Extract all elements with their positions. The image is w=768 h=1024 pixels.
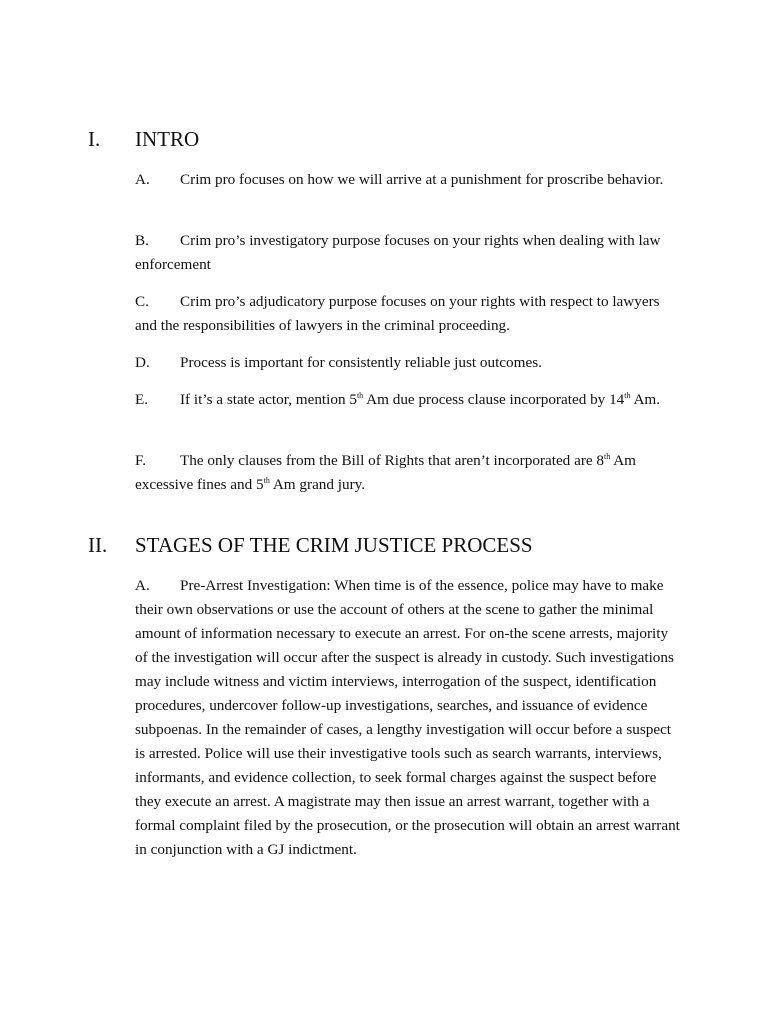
section-title: INTRO: [135, 127, 200, 151]
section-heading-stages: [88, 532, 708, 558]
item-letter: B.: [135, 232, 149, 249]
item-text: If it’s a state actor, mention 5: [180, 391, 357, 408]
item-text: Crim pro’s investigatory purpose focuses on your rights when dealing with law enforcement: [135, 232, 661, 273]
ordinal-suffix: th: [263, 476, 270, 485]
item-text: Crim pro’s adjudicatory purpose focuses on your rights with respect to lawyers and the responsibilities of lawyers in the criminal proceeding.: [135, 293, 660, 334]
list-item: [135, 229, 681, 277]
item-letter: D.: [135, 354, 150, 371]
section-heading-intro: [88, 126, 708, 152]
item-text: The only clauses from the Bill of Rights that aren’t incorporated are 8: [180, 452, 605, 469]
section-number: I.: [88, 127, 101, 151]
item-letter: E.: [135, 391, 149, 408]
ordinal-suffix: th: [624, 391, 631, 400]
ordinal-suffix: th: [604, 452, 611, 461]
item-text: Am grand jury.: [269, 476, 366, 493]
item-letter: A.: [135, 171, 150, 188]
list-item: [135, 388, 681, 412]
item-text: Crim pro focuses on how we will arrive at a punishment for proscribe behavior.: [180, 171, 664, 188]
list-item: [135, 574, 681, 862]
item-letter: C.: [135, 293, 149, 310]
ordinal-suffix: th: [356, 391, 364, 400]
item-text: Am.: [630, 391, 661, 408]
item-text: Pre-Arrest Investigation: When time is of the essence, police may have to make their own observations or use the account of others at the scene to gather the minimal amount of information necessary to execute an arrest. For on-the scene arrests, majority of the investigation will occur after the suspect is already in custody. Such investigations may include witness and victim interviews, interrogation of the suspect, identification procedures, undercover follow-up investigations, searches, and issuance of evidence subpoenas. In the remainder of cases, a lengthy investigation will occur before a suspect is arrested. Police will use their investigative tools such as search warrants, interviews, informants, and evidence collection, to seek formal charges against the suspect before they execute an arrest. A magistrate may then issue an arrest warrant, together with a formal complaint filed by the prosecution, or the prosecution will obtain an arrest warrant in conjunction with a GJ indictment.: [135, 577, 680, 858]
item-letter: F.: [135, 452, 147, 469]
item-letter: A.: [135, 577, 150, 594]
list-item: [135, 449, 681, 497]
list-item: [135, 351, 681, 375]
item-text: Am excessive fines and 5: [135, 452, 636, 493]
section-title: STAGES OF THE CRIM JUSTICE PROCESS: [135, 533, 533, 557]
list-item: [135, 290, 681, 338]
list-item: [135, 168, 681, 192]
section-number: II.: [88, 533, 108, 557]
item-text: Am due process clause incorporated by 14: [363, 391, 625, 408]
item-text: Process is important for consistently reliable just outcomes.: [180, 354, 542, 371]
